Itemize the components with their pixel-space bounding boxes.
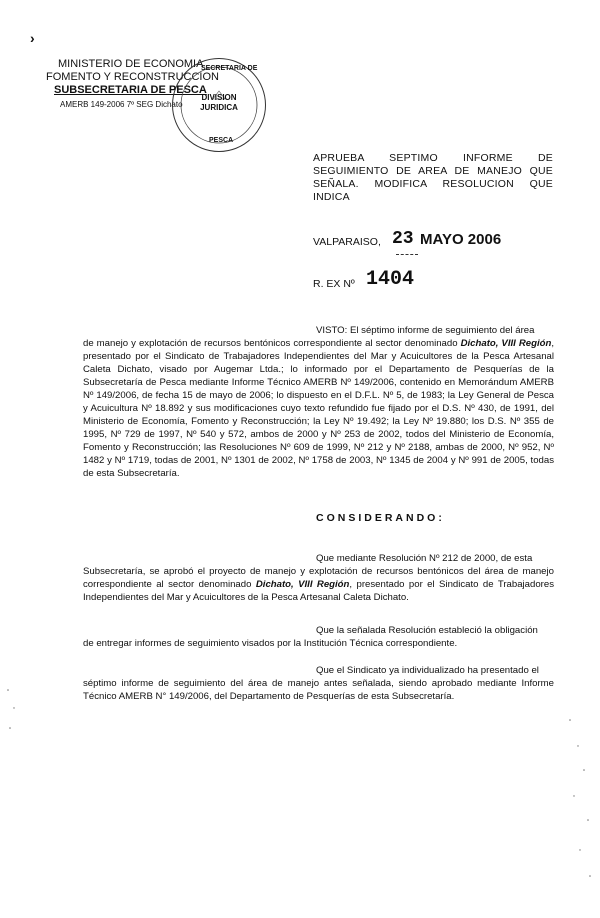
considerando-2-first: Que la señalada Resolución estableció la obligación (316, 625, 538, 636)
reference-code: AMERB 149-2006 7º SEG Dichato (60, 100, 183, 109)
subsecretaria-name: SUBSECRETARIA DE PESCA (54, 84, 207, 96)
considerando-1-first: Que mediante Resolución Nº 212 de 2000, de esta (316, 553, 533, 564)
considerando-2: de entregar informes de seguimiento visados por la Institución Técnica correspondiente. (83, 638, 458, 649)
stamp-ring-top: SECRETARIA DE (201, 65, 258, 72)
visto-text-a: de manejo y explotación de recursos bentónicos correspondiente al sector denominado (83, 338, 458, 349)
ministry-name: MINISTERIO DE ECONOMIA (58, 58, 204, 70)
considerando-1-sector: Dichato, VIII Región (255, 579, 350, 590)
stamp-division: DIVISION (201, 93, 237, 102)
considerando-1 (83, 565, 554, 604)
resolution-label: R. EX Nº (313, 278, 355, 290)
visto-label: VISTO: (316, 325, 348, 336)
stamp-juridica: JURIDICA (200, 103, 238, 112)
resolution-number: 1404 (366, 268, 415, 291)
visto-first-line (316, 324, 554, 337)
date-underline (396, 254, 418, 255)
scan-mark: › (30, 30, 35, 46)
considerando-3: séptimo informe de seguimiento del área de manejo antes señalada, siendo aprobado mediante Informe Técnico AMERB N° 149/2006, del Departamento de Pesquerías de esta Subsecretaría. (83, 678, 554, 702)
ministry-name-line2: FOMENTO Y RECONSTRUCCION (46, 71, 219, 83)
scan-noise-left (2, 680, 22, 740)
date-month-year: MAYO 2006 (420, 231, 502, 248)
official-stamp (172, 58, 266, 152)
document-title: APRUEBA SEPTIMO INFORME DE SEGUIMIENTO DE AREA DE MANEJO QUE SEÑALA. MODIFICA RESOLUCION QUE INDICA (313, 152, 553, 203)
place-label: VALPARAISO, (313, 236, 381, 248)
visto-sector-name: Dichato, VIII Región (460, 338, 552, 349)
visto-line1: El séptimo informe de seguimiento del área (349, 325, 535, 336)
visto-text-b: , presentado por el Sindicato de Trabajadores Independientes del Mar y Acuicultores de la Pesca Artesanal Caleta Dichato, visado por Augemar Ltda.; lo informado por el Departamento de Pesquerías de la Subsecretaría de Pesca mediante Informe Técnico AMERB Nº 149/2006, contenido en Memorándum AMERB Nº 149/2006, de fecha 15 de mayo de 2006; lo dispuesto en el D.F.L. Nº 5, de 1983; la Ley General de Pesca y Acuicultura Nº 18.892 y sus modificaciones cuyo texto refundido fue fijado por el D.S. Nº 430, de 1991, del Ministerio de Economía, Fomento y Reconstrucción; la Ley Nº 19.492; la Ley Nº 19.880; los D.S. Nº 355 de 1995, Nº 729 de 1997, Nº 540 y 572, ambos de 2000 y Nº 253 de 2002, todos del Ministerio de Economía, Fomento y Reconstrucción; las Resoluciones Nº 609 de 1999, Nº 212 y Nº 2188, ambas de 2000, Nº 952, Nº 1482 y Nº 1719, todas de 2001, Nº 1301 de 2002, Nº 1758 de 2003, Nº 1345 de 2004 y Nº 991 de 2005, todas de esta Subsecretaría. (83, 338, 555, 479)
scan-noise-right (560, 700, 596, 900)
visto-paragraph (83, 337, 554, 480)
considerando-1-text-b: , presentado por el Sindicato de Trabajadores Independientes del Mar y Acuicultores de la Pesca Artesanal Caleta Dichato. (83, 579, 554, 603)
considerando-heading: CONSIDERANDO: (316, 512, 445, 524)
considerando-3-first: Que el Sindicato ya individualizado ha presentado el (316, 665, 539, 676)
stamp-ring-bottom: PESCA (209, 137, 234, 144)
considerando-1-text-a: Subsecretaría, se aprobó el proyecto de manejo y explotación de recursos bentónicos del área de manejo correspondiente al sector denominado (83, 566, 554, 590)
date-day: 23 (392, 229, 414, 249)
